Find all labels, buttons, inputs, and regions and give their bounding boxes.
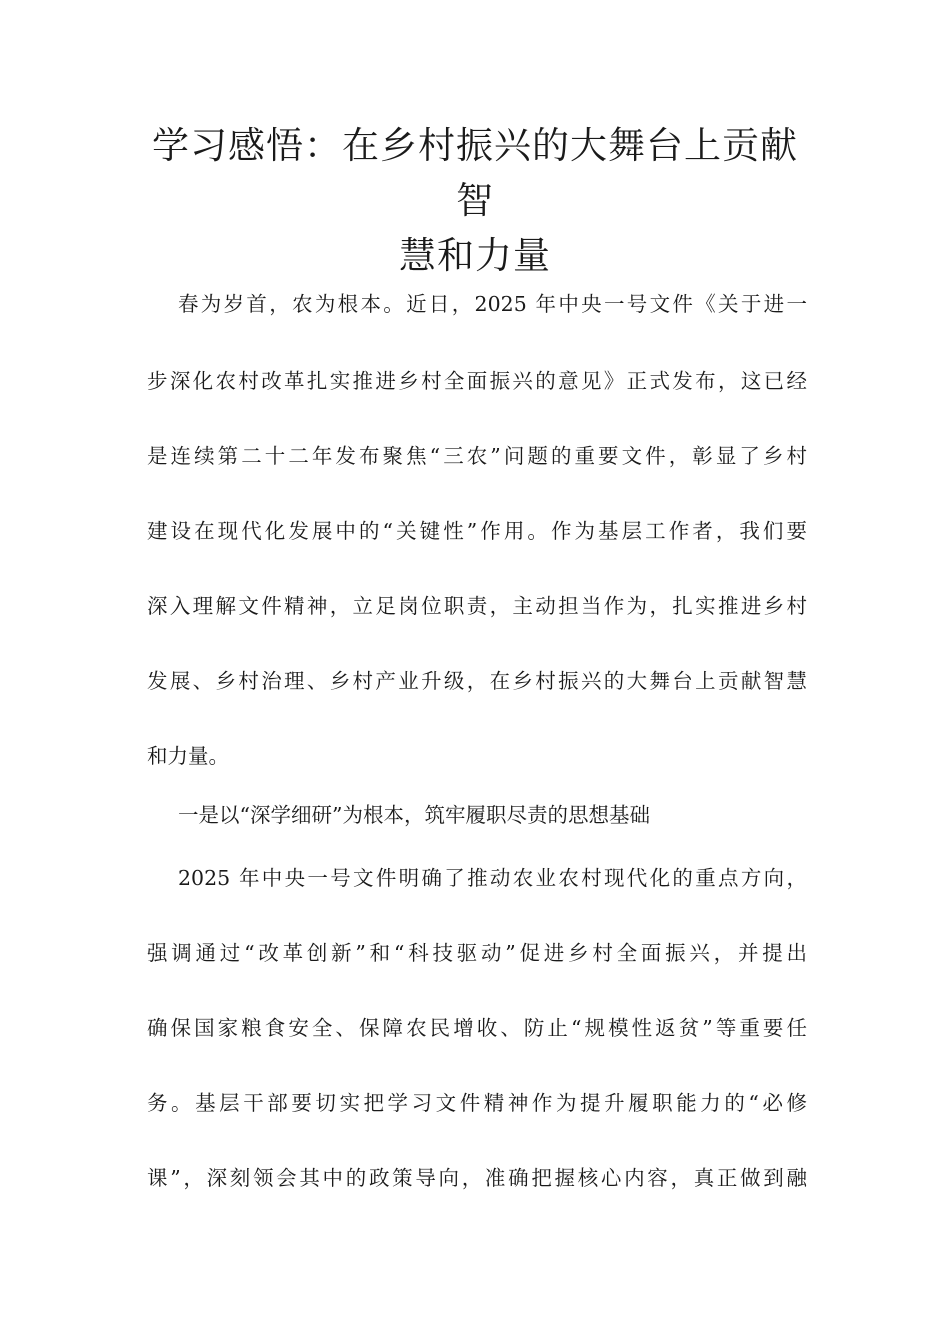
text-line: 强调通过“改革创新”和“科技驱动”促进乡村全面振兴，并提出 bbox=[147, 941, 807, 965]
text-line: 和力量。 bbox=[147, 744, 229, 768]
text-line: 建设在现代化发展中的“关键性”作用。作为基层工作者，我们要 bbox=[147, 519, 807, 543]
text-line: 春为岁首，农为根本。近日，2025 年中央一号文件《关于进一 bbox=[178, 292, 807, 316]
title-line-2: 慧和力量 bbox=[399, 234, 551, 277]
document-title bbox=[140, 118, 810, 283]
text-line: 务。基层干部要切实把学习文件精神作为提升履职能力的“必修 bbox=[147, 1091, 807, 1115]
title-line-1: 学习感悟：在乡村振兴的大舞台上贡献智 bbox=[152, 124, 798, 222]
text-line: 2025 年中央一号文件明确了推动农业农村现代化的重点方向， bbox=[178, 866, 807, 890]
text-line: 确保国家粮食安全、保障农民增收、防止“规模性返贫”等重要任 bbox=[147, 1016, 807, 1040]
text-line: 是连续第二十二年发布聚焦“三农”问题的重要文件，彰显了乡村 bbox=[147, 444, 807, 468]
section-heading: 一是以“深学细研”为根本，筑牢履职尽责的思想基础 bbox=[178, 803, 650, 827]
text-line: 步深化农村改革扎实推进乡村全面振兴的意见》正式发布，这已经 bbox=[147, 369, 807, 393]
text-line: 发展、乡村治理、乡村产业升级，在乡村振兴的大舞台上贡献智慧 bbox=[147, 669, 807, 693]
text-line: 深入理解文件精神，立足岗位职责，主动担当作为，扎实推进乡村 bbox=[147, 594, 807, 618]
text-line: 课”，深刻领会其中的政策导向，准确把握核心内容，真正做到融 bbox=[147, 1166, 807, 1190]
